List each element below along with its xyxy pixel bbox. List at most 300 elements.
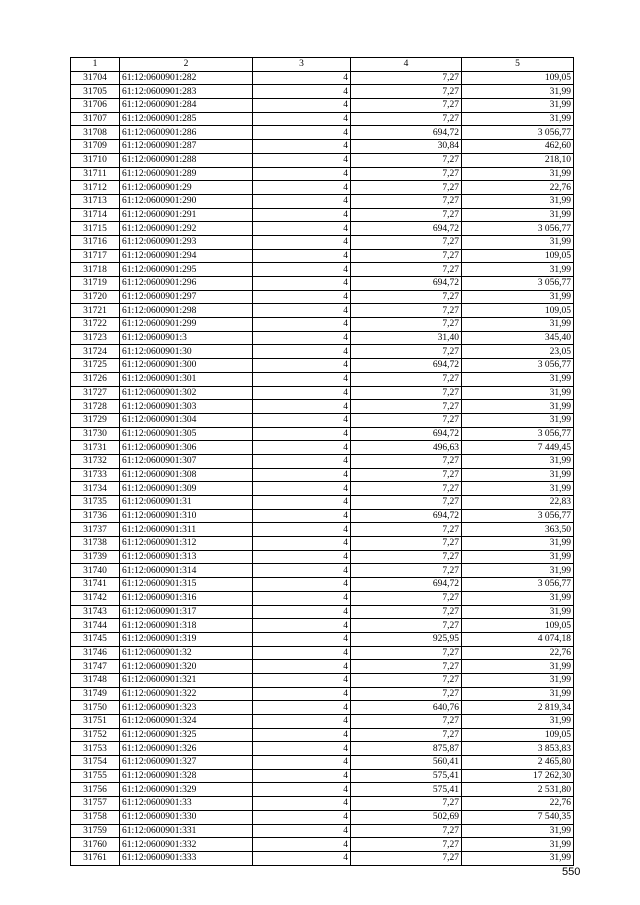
- cell-cadastral-number: 61:12:0600901:322: [120, 687, 253, 701]
- cell-category-code: 4: [253, 277, 351, 291]
- cell-category-code: 4: [253, 331, 351, 345]
- cell-total-value: 109,05: [462, 304, 574, 318]
- cell-total-value: 31,99: [462, 263, 574, 277]
- cell-cadastral-number: 61:12:0600901:311: [120, 523, 253, 537]
- cell-area-value: 7,27: [351, 482, 462, 496]
- cell-row-number: 31716: [71, 235, 120, 249]
- cell-cadastral-number: 61:12:0600901:333: [120, 851, 253, 865]
- table-row: [71, 687, 574, 701]
- cell-area-value: 575,41: [351, 783, 462, 797]
- cell-row-number: 31709: [71, 140, 120, 154]
- cell-cadastral-number: 61:12:0600901:332: [120, 838, 253, 852]
- cell-cadastral-number: 61:12:0600901:290: [120, 194, 253, 208]
- cell-category-code: 4: [253, 537, 351, 551]
- cell-category-code: 4: [253, 509, 351, 523]
- cell-category-code: 4: [253, 687, 351, 701]
- cell-cadastral-number: 61:12:0600901:292: [120, 222, 253, 236]
- cell-category-code: 4: [253, 194, 351, 208]
- cell-row-number: 31727: [71, 386, 120, 400]
- cell-row-number: 31743: [71, 605, 120, 619]
- cell-area-value: 7,27: [351, 824, 462, 838]
- table-row: [71, 277, 574, 291]
- cell-category-code: 4: [253, 523, 351, 537]
- cell-row-number: 31722: [71, 318, 120, 332]
- cell-area-value: 7,27: [351, 235, 462, 249]
- table-row: [71, 509, 574, 523]
- cell-row-number: 31705: [71, 85, 120, 99]
- cell-row-number: 31708: [71, 126, 120, 140]
- table-row: [71, 181, 574, 195]
- cell-row-number: 31719: [71, 277, 120, 291]
- cell-row-number: 31756: [71, 783, 120, 797]
- table-row: [71, 564, 574, 578]
- cell-total-value: 3 056,77: [462, 359, 574, 373]
- table-row: [71, 619, 574, 633]
- cell-area-value: 694,72: [351, 509, 462, 523]
- cell-area-value: 7,27: [351, 550, 462, 564]
- cell-total-value: 31,99: [462, 673, 574, 687]
- table-row: [71, 140, 574, 154]
- table-row: [71, 810, 574, 824]
- cell-category-code: 4: [253, 454, 351, 468]
- cell-category-code: 4: [253, 99, 351, 113]
- cell-category-code: 4: [253, 468, 351, 482]
- cell-total-value: 31,99: [462, 112, 574, 126]
- cell-total-value: 31,99: [462, 537, 574, 551]
- cell-total-value: 22,83: [462, 496, 574, 510]
- cell-total-value: 109,05: [462, 71, 574, 85]
- table-row: [71, 290, 574, 304]
- cell-total-value: 31,99: [462, 851, 574, 865]
- cell-cadastral-number: 61:12:0600901:318: [120, 619, 253, 633]
- cell-cadastral-number: 61:12:0600901:300: [120, 359, 253, 373]
- cell-area-value: 7,27: [351, 167, 462, 181]
- cell-row-number: 31704: [71, 71, 120, 85]
- cell-cadastral-number: 61:12:0600901:315: [120, 578, 253, 592]
- cell-cadastral-number: 61:12:0600901:304: [120, 413, 253, 427]
- cell-category-code: 4: [253, 249, 351, 263]
- cell-row-number: 31751: [71, 715, 120, 729]
- table-row: [71, 208, 574, 222]
- cell-total-value: 31,99: [462, 235, 574, 249]
- cell-total-value: 31,99: [462, 290, 574, 304]
- data-table: [70, 57, 574, 866]
- cell-total-value: 109,05: [462, 728, 574, 742]
- cell-cadastral-number: 61:12:0600901:327: [120, 756, 253, 770]
- cell-area-value: 7,27: [351, 263, 462, 277]
- cell-row-number: 31742: [71, 591, 120, 605]
- table-row: [71, 194, 574, 208]
- cell-cadastral-number: 61:12:0600901:29: [120, 181, 253, 195]
- cell-total-value: 3 056,77: [462, 126, 574, 140]
- cell-category-code: 4: [253, 304, 351, 318]
- table-row: [71, 153, 574, 167]
- cell-area-value: 640,76: [351, 701, 462, 715]
- cell-total-value: 31,99: [462, 687, 574, 701]
- cell-cadastral-number: 61:12:0600901:309: [120, 482, 253, 496]
- table-row: [71, 372, 574, 386]
- cell-area-value: 7,27: [351, 112, 462, 126]
- cell-category-code: 4: [253, 482, 351, 496]
- cell-category-code: 4: [253, 673, 351, 687]
- cell-cadastral-number: 61:12:0600901:314: [120, 564, 253, 578]
- table-row: [71, 646, 574, 660]
- cell-area-value: 30,84: [351, 140, 462, 154]
- cell-category-code: 4: [253, 208, 351, 222]
- cell-row-number: 31733: [71, 468, 120, 482]
- cell-total-value: 7 449,45: [462, 441, 574, 455]
- cell-total-value: 22,76: [462, 797, 574, 811]
- table-row: [71, 605, 574, 619]
- column-header-4: 4: [351, 58, 462, 72]
- cell-category-code: 4: [253, 742, 351, 756]
- cell-category-code: 4: [253, 838, 351, 852]
- table-row: [71, 838, 574, 852]
- cell-cadastral-number: 61:12:0600901:329: [120, 783, 253, 797]
- cell-total-value: 31,99: [462, 468, 574, 482]
- cell-category-code: 4: [253, 564, 351, 578]
- cell-area-value: 7,27: [351, 838, 462, 852]
- cell-area-value: 7,27: [351, 687, 462, 701]
- cell-cadastral-number: 61:12:0600901:302: [120, 386, 253, 400]
- cell-cadastral-number: 61:12:0600901:325: [120, 728, 253, 742]
- cell-total-value: 109,05: [462, 619, 574, 633]
- table-row: [71, 386, 574, 400]
- table-row: [71, 769, 574, 783]
- cell-area-value: 7,27: [351, 797, 462, 811]
- cell-category-code: 4: [253, 591, 351, 605]
- table-row: [71, 660, 574, 674]
- cell-area-value: 7,27: [351, 345, 462, 359]
- cell-total-value: 31,99: [462, 824, 574, 838]
- cell-row-number: 31744: [71, 619, 120, 633]
- cell-row-number: 31724: [71, 345, 120, 359]
- cell-total-value: 31,99: [462, 386, 574, 400]
- table-row: [71, 222, 574, 236]
- cell-total-value: 363,50: [462, 523, 574, 537]
- cell-category-code: 4: [253, 578, 351, 592]
- cell-row-number: 31713: [71, 194, 120, 208]
- cell-category-code: 4: [253, 85, 351, 99]
- cell-area-value: 496,63: [351, 441, 462, 455]
- cell-category-code: 4: [253, 222, 351, 236]
- cell-area-value: 694,72: [351, 277, 462, 291]
- cell-category-code: 4: [253, 646, 351, 660]
- cell-total-value: 31,99: [462, 715, 574, 729]
- cell-cadastral-number: 61:12:0600901:307: [120, 454, 253, 468]
- table-row: [71, 578, 574, 592]
- cell-cadastral-number: 61:12:0600901:297: [120, 290, 253, 304]
- cell-area-value: 7,27: [351, 372, 462, 386]
- cell-cadastral-number: 61:12:0600901:330: [120, 810, 253, 824]
- cell-cadastral-number: 61:12:0600901:31: [120, 496, 253, 510]
- cell-area-value: 7,27: [351, 454, 462, 468]
- table-header-row: [71, 58, 574, 72]
- cell-row-number: 31761: [71, 851, 120, 865]
- cell-area-value: 7,27: [351, 208, 462, 222]
- cell-category-code: 4: [253, 728, 351, 742]
- cell-cadastral-number: 61:12:0600901:328: [120, 769, 253, 783]
- cell-row-number: 31759: [71, 824, 120, 838]
- cell-row-number: 31746: [71, 646, 120, 660]
- cell-cadastral-number: 61:12:0600901:317: [120, 605, 253, 619]
- cell-category-code: 4: [253, 660, 351, 674]
- cell-category-code: 4: [253, 372, 351, 386]
- cell-area-value: 7,27: [351, 619, 462, 633]
- cell-category-code: 4: [253, 181, 351, 195]
- cell-cadastral-number: 61:12:0600901:312: [120, 537, 253, 551]
- table-row: [71, 715, 574, 729]
- cell-cadastral-number: 61:12:0600901:320: [120, 660, 253, 674]
- cell-total-value: 22,76: [462, 181, 574, 195]
- cell-category-code: 4: [253, 386, 351, 400]
- cell-category-code: 4: [253, 701, 351, 715]
- cell-total-value: 3 056,77: [462, 277, 574, 291]
- cell-category-code: 4: [253, 783, 351, 797]
- cell-area-value: 7,27: [351, 851, 462, 865]
- cell-total-value: 31,99: [462, 194, 574, 208]
- cell-area-value: 7,27: [351, 194, 462, 208]
- cell-area-value: 694,72: [351, 578, 462, 592]
- cell-row-number: 31753: [71, 742, 120, 756]
- cell-cadastral-number: 61:12:0600901:299: [120, 318, 253, 332]
- cell-cadastral-number: 61:12:0600901:303: [120, 400, 253, 414]
- table-row: [71, 591, 574, 605]
- cell-cadastral-number: 61:12:0600901:287: [120, 140, 253, 154]
- cell-row-number: 31706: [71, 99, 120, 113]
- cell-cadastral-number: 61:12:0600901:310: [120, 509, 253, 523]
- cell-category-code: 4: [253, 824, 351, 838]
- cell-area-value: 694,72: [351, 359, 462, 373]
- cell-cadastral-number: 61:12:0600901:305: [120, 427, 253, 441]
- cell-category-code: 4: [253, 71, 351, 85]
- cell-row-number: 31710: [71, 153, 120, 167]
- cell-row-number: 31739: [71, 550, 120, 564]
- cell-cadastral-number: 61:12:0600901:296: [120, 277, 253, 291]
- cell-cadastral-number: 61:12:0600901:301: [120, 372, 253, 386]
- cell-area-value: 7,27: [351, 71, 462, 85]
- cell-category-code: 4: [253, 235, 351, 249]
- cell-cadastral-number: 61:12:0600901:295: [120, 263, 253, 277]
- cell-row-number: 31726: [71, 372, 120, 386]
- cell-category-code: 4: [253, 619, 351, 633]
- cell-category-code: 4: [253, 290, 351, 304]
- table-row: [71, 99, 574, 113]
- table-row: [71, 249, 574, 263]
- cell-category-code: 4: [253, 715, 351, 729]
- table-row: [71, 673, 574, 687]
- table-row: [71, 742, 574, 756]
- cell-row-number: 31732: [71, 454, 120, 468]
- cell-total-value: 31,99: [462, 413, 574, 427]
- cell-total-value: 3 056,77: [462, 222, 574, 236]
- cell-total-value: 2 531,80: [462, 783, 574, 797]
- table-row: [71, 112, 574, 126]
- cell-category-code: 4: [253, 345, 351, 359]
- cell-area-value: 7,27: [351, 537, 462, 551]
- table-row: [71, 263, 574, 277]
- cell-cadastral-number: 61:12:0600901:33: [120, 797, 253, 811]
- cell-area-value: 7,27: [351, 153, 462, 167]
- table-body: [71, 71, 574, 865]
- cell-category-code: 4: [253, 756, 351, 770]
- cell-cadastral-number: 61:12:0600901:331: [120, 824, 253, 838]
- cell-total-value: 23,05: [462, 345, 574, 359]
- cell-area-value: 875,87: [351, 742, 462, 756]
- table-row: [71, 496, 574, 510]
- table-row: [71, 167, 574, 181]
- cell-cadastral-number: 61:12:0600901:285: [120, 112, 253, 126]
- cell-category-code: 4: [253, 851, 351, 865]
- table-row: [71, 851, 574, 865]
- cell-cadastral-number: 61:12:0600901:283: [120, 85, 253, 99]
- cell-cadastral-number: 61:12:0600901:32: [120, 646, 253, 660]
- cell-row-number: 31714: [71, 208, 120, 222]
- cell-area-value: 7,27: [351, 181, 462, 195]
- cell-area-value: 31,40: [351, 331, 462, 345]
- cell-cadastral-number: 61:12:0600901:306: [120, 441, 253, 455]
- table-row: [71, 126, 574, 140]
- cell-row-number: 31730: [71, 427, 120, 441]
- cell-row-number: 31752: [71, 728, 120, 742]
- cell-total-value: 462,60: [462, 140, 574, 154]
- cell-row-number: 31728: [71, 400, 120, 414]
- cell-total-value: 3 056,77: [462, 509, 574, 523]
- cell-cadastral-number: 61:12:0600901:288: [120, 153, 253, 167]
- cell-cadastral-number: 61:12:0600901:3: [120, 331, 253, 345]
- cell-category-code: 4: [253, 550, 351, 564]
- cell-cadastral-number: 61:12:0600901:323: [120, 701, 253, 715]
- cell-row-number: 31723: [71, 331, 120, 345]
- cell-cadastral-number: 61:12:0600901:294: [120, 249, 253, 263]
- table-row: [71, 359, 574, 373]
- cell-cadastral-number: 61:12:0600901:284: [120, 99, 253, 113]
- cell-total-value: 3 056,77: [462, 427, 574, 441]
- cell-total-value: 31,99: [462, 400, 574, 414]
- table-row: [71, 824, 574, 838]
- cell-row-number: 31718: [71, 263, 120, 277]
- cell-total-value: 31,99: [462, 372, 574, 386]
- cell-total-value: 7 540,35: [462, 810, 574, 824]
- cell-cadastral-number: 61:12:0600901:289: [120, 167, 253, 181]
- cell-area-value: 7,27: [351, 496, 462, 510]
- cell-area-value: 7,27: [351, 673, 462, 687]
- cell-area-value: 7,27: [351, 290, 462, 304]
- table-row: [71, 71, 574, 85]
- cell-row-number: 31725: [71, 359, 120, 373]
- cell-area-value: 575,41: [351, 769, 462, 783]
- cell-row-number: 31750: [71, 701, 120, 715]
- cell-category-code: 4: [253, 318, 351, 332]
- table-row: [71, 441, 574, 455]
- table-row: [71, 482, 574, 496]
- cell-area-value: 7,27: [351, 523, 462, 537]
- cell-row-number: 31735: [71, 496, 120, 510]
- cell-row-number: 31712: [71, 181, 120, 195]
- table-row: [71, 85, 574, 99]
- cell-area-value: 7,27: [351, 660, 462, 674]
- cell-row-number: 31717: [71, 249, 120, 263]
- cell-category-code: 4: [253, 632, 351, 646]
- cell-area-value: 7,27: [351, 85, 462, 99]
- cell-category-code: 4: [253, 126, 351, 140]
- cell-cadastral-number: 61:12:0600901:282: [120, 71, 253, 85]
- cell-area-value: 925,95: [351, 632, 462, 646]
- cell-area-value: 694,72: [351, 427, 462, 441]
- cell-area-value: 7,27: [351, 591, 462, 605]
- table-row: [71, 728, 574, 742]
- cell-row-number: 31757: [71, 797, 120, 811]
- cell-cadastral-number: 61:12:0600901:321: [120, 673, 253, 687]
- cell-total-value: 4 074,18: [462, 632, 574, 646]
- cell-total-value: 31,99: [462, 454, 574, 468]
- cell-total-value: 31,99: [462, 167, 574, 181]
- cell-cadastral-number: 61:12:0600901:313: [120, 550, 253, 564]
- cell-category-code: 4: [253, 605, 351, 619]
- table-row: [71, 345, 574, 359]
- cell-total-value: 3 056,77: [462, 578, 574, 592]
- cell-row-number: 31736: [71, 509, 120, 523]
- cell-category-code: 4: [253, 496, 351, 510]
- cell-row-number: 31721: [71, 304, 120, 318]
- cell-total-value: 31,99: [462, 591, 574, 605]
- table-row: [71, 413, 574, 427]
- cell-category-code: 4: [253, 140, 351, 154]
- cell-area-value: 7,27: [351, 468, 462, 482]
- table-row: [71, 427, 574, 441]
- table-row: [71, 701, 574, 715]
- column-header-3: 3: [253, 58, 351, 72]
- cell-total-value: 2 465,80: [462, 756, 574, 770]
- table-row: [71, 550, 574, 564]
- table-row: [71, 400, 574, 414]
- table-row: [71, 331, 574, 345]
- cell-total-value: 31,99: [462, 318, 574, 332]
- cell-row-number: 31745: [71, 632, 120, 646]
- cell-area-value: 7,27: [351, 564, 462, 578]
- cell-total-value: 31,99: [462, 208, 574, 222]
- cell-category-code: 4: [253, 167, 351, 181]
- cell-total-value: 345,40: [462, 331, 574, 345]
- cell-row-number: 31758: [71, 810, 120, 824]
- cell-cadastral-number: 61:12:0600901:326: [120, 742, 253, 756]
- column-header-2: 2: [120, 58, 253, 72]
- cell-total-value: 218,10: [462, 153, 574, 167]
- cell-area-value: 560,41: [351, 756, 462, 770]
- cell-cadastral-number: 61:12:0600901:30: [120, 345, 253, 359]
- cell-row-number: 31740: [71, 564, 120, 578]
- table-row: [71, 537, 574, 551]
- column-header-1: 1: [71, 58, 120, 72]
- cell-area-value: 694,72: [351, 222, 462, 236]
- cell-area-value: 7,27: [351, 99, 462, 113]
- cell-row-number: 31754: [71, 756, 120, 770]
- cell-total-value: 3 853,83: [462, 742, 574, 756]
- table-row: [71, 304, 574, 318]
- cell-area-value: 502,69: [351, 810, 462, 824]
- cell-total-value: 2 819,34: [462, 701, 574, 715]
- cell-total-value: 31,99: [462, 550, 574, 564]
- cell-total-value: 31,99: [462, 482, 574, 496]
- cell-area-value: 694,72: [351, 126, 462, 140]
- cell-row-number: 31755: [71, 769, 120, 783]
- cell-category-code: 4: [253, 359, 351, 373]
- cell-total-value: 31,99: [462, 99, 574, 113]
- cell-row-number: 31747: [71, 660, 120, 674]
- cell-total-value: 109,05: [462, 249, 574, 263]
- cell-cadastral-number: 61:12:0600901:293: [120, 235, 253, 249]
- column-header-5: 5: [462, 58, 574, 72]
